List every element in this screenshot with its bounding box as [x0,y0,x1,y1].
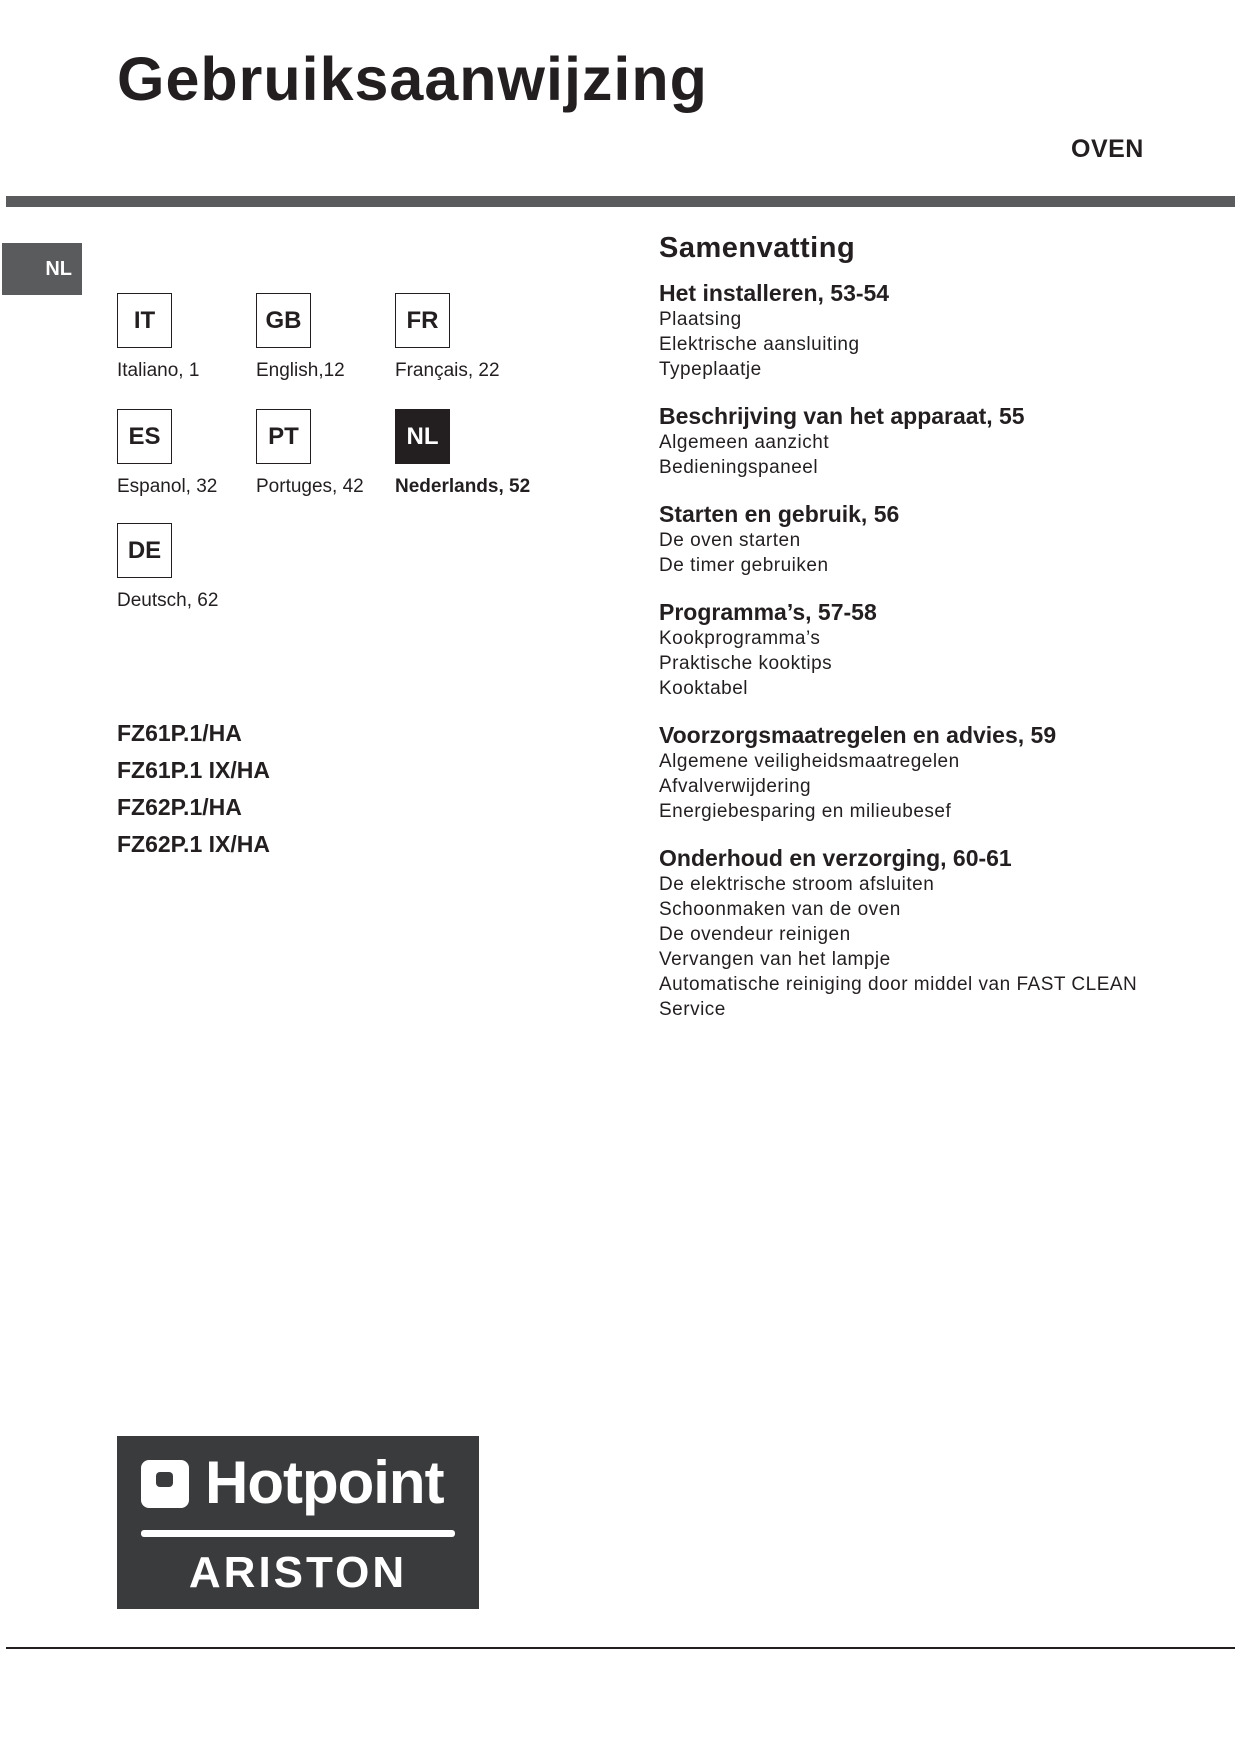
toc-item[interactable]: Elektrische aansluiting [659,334,860,355]
brand-name-secondary: ARISTON [188,1548,408,1597]
toc-section-programs [659,598,1219,701]
toc-item[interactable]: De oven starten [659,530,801,551]
language-option-de[interactable] [117,523,218,612]
language-option-fr[interactable] [395,293,500,382]
toc-item[interactable]: Kooktabel [659,678,749,699]
model-list [117,715,270,863]
toc-item[interactable]: Service [659,999,726,1020]
toc-section-heading[interactable]: Programma’s, 57-58 [659,599,877,625]
language-option-it[interactable] [117,293,199,382]
toc-item[interactable]: Praktische kooktips [659,653,833,674]
toc-item[interactable]: Algemene veiligheidsmaatregelen [659,751,960,772]
hotpoint-ariston-logo [117,1436,479,1609]
logo-divider [141,1530,455,1537]
header-divider [6,196,1235,207]
language-label: English,12 [256,360,345,381]
toc-section-heading[interactable]: Beschrijving van het apparaat, 55 [659,403,1025,429]
toc-section-description [659,402,1219,480]
toc-section-heading[interactable]: Het installeren, 53-54 [659,280,890,306]
model-number: FZ61P.1 IX/HA [117,757,270,783]
language-side-tab: NL [2,243,82,295]
language-code-box: FR [395,293,450,348]
language-code-box: ES [117,409,172,464]
toc-section-installation [659,279,1219,382]
toc-section-start-use [659,500,1219,578]
toc-item[interactable]: Automatische reiniging door middel van FAST CLEAN [659,974,1138,995]
toc-item[interactable]: Energiebesparing en milieubesef [659,801,952,822]
model-number: FZ62P.1/HA [117,794,242,820]
language-label: Nederlands, 52 [395,476,531,497]
toc-item[interactable]: De timer gebruiken [659,555,829,576]
language-code-box: DE [117,523,172,578]
footer-divider [6,1647,1235,1649]
toc-item[interactable]: De ovendeur reinigen [659,924,851,945]
language-label: Français, 22 [395,360,500,381]
language-code-box: PT [256,409,311,464]
language-option-nl[interactable] [395,409,530,498]
product-type-label: OVEN [1071,135,1144,163]
toc-section-heading[interactable]: Starten en gebruik, 56 [659,501,900,527]
toc-section-heading[interactable]: Voorzorgsmaatregelen en advies, 59 [659,722,1057,748]
toc-section-precautions [659,721,1219,824]
model-number: FZ61P.1/HA [117,720,242,746]
brand-name-primary: Hotpoint [205,1449,444,1516]
language-label: Italiano, 1 [117,360,200,381]
toc-title: Samenvatting [659,232,856,264]
toc-item[interactable]: De elektrische stroom afsluiten [659,874,935,895]
toc-item[interactable]: Typeplaatje [659,359,762,380]
language-code-box: IT [117,293,172,348]
toc-item[interactable]: Schoonmaken van de oven [659,899,901,920]
toc-section-heading[interactable]: Onderhoud en verzorging, 60-61 [659,845,1012,871]
language-option-es[interactable] [117,409,217,498]
language-code-box: GB [256,293,311,348]
toc-item[interactable]: Kookprogramma’s [659,628,821,649]
language-option-gb[interactable] [256,293,345,382]
toc-item[interactable]: Afvalverwijdering [659,776,812,797]
model-number: FZ62P.1 IX/HA [117,831,270,857]
language-label: Portuges, 42 [256,476,364,497]
document-title: Gebruiksaanwijzing [117,45,708,113]
language-label: Espanol, 32 [117,476,218,497]
language-option-pt[interactable] [256,409,364,498]
toc-item[interactable]: Algemeen aanzicht [659,432,830,453]
toc-item[interactable]: Bedieningspaneel [659,457,819,478]
toc-item[interactable]: Vervangen van het lampje [659,949,891,970]
hotpoint-mark-icon [141,1460,189,1508]
toc-section-maintenance [659,844,1219,1022]
language-code-box: NL [395,409,450,464]
language-label: Deutsch, 62 [117,590,219,611]
table-of-contents [659,232,1219,1042]
toc-item[interactable]: Plaatsing [659,309,742,330]
